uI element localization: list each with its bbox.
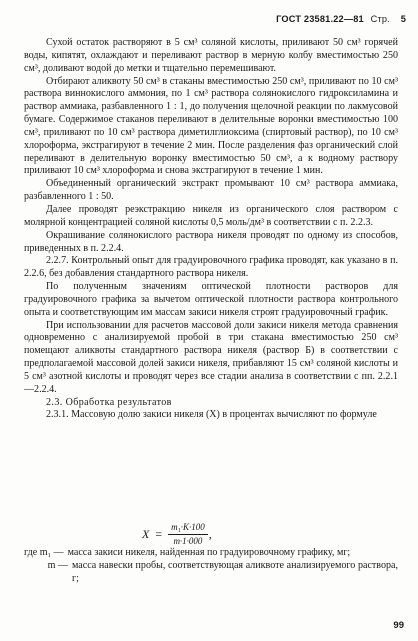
formula-numerator: m₁·K·100 bbox=[168, 522, 208, 535]
definition-text: масса навески пробы, соответствующая аликвоте анализируемого раствора, г; bbox=[72, 559, 398, 584]
page-label: Стр. bbox=[370, 14, 390, 24]
footer-page-number: 99 bbox=[393, 620, 404, 631]
paragraph: 2.3.1. Массовую долю закиси никеля (X) в процентах вычисляют по формуле bbox=[46, 409, 377, 421]
paragraph: Объединенный органический экстракт промывают 10 см³ раствора аммиака, разбавленного 1 : 50. bbox=[24, 178, 398, 203]
formula-fraction bbox=[168, 522, 208, 547]
definition-symbol: где m₁ — bbox=[24, 547, 64, 558]
definition-symbol: m — bbox=[47, 559, 68, 571]
paragraph: Отбирают аликвоту 50 см³ в стаканы вместимостью 250 см³, приливают по 10 см³ раствора виннокислого аммония, по 1 см³ раствора солянокислого гидроксиламина и раствор аммиака, разбавленного 1 : 1, до получения щелочной реакции по лакмусовой бумаге. Содержимое стаканов переливают в делительные воронки вместимостью 100 см³, приливают по 10 см³ раствора диметилглиоксима (спиртовый раствор), по 10 см³ хлороформа, экстрагируют в течение 2 мин. После разделения фаз органический слой переливают в делительную воронку вместимостью 50 см³, а к водному раствору приливают 10 см³ хлороформа и снова экстрагируют в течение 1 мин. bbox=[24, 75, 398, 177]
section-heading: 2.3. Обработка результатов bbox=[46, 396, 172, 408]
paragraph: 2.2.7. Контрольный опыт для градуировочного графика проводят, как указано в п. 2.2.6, без добавления стандартного раствора никеля. bbox=[24, 255, 398, 280]
definitions bbox=[24, 547, 398, 586]
standard-code: ГОСТ 23581.22—81 bbox=[276, 14, 364, 24]
definition-item bbox=[24, 560, 398, 586]
formula-equals: = bbox=[155, 527, 163, 541]
paragraph: При использовании для расчетов массовой доли закиси никеля метода сравнения одновременно с анализируемой пробой в три стакана вместимостью 250 см³ помещают аликвоты стандартного раствора никеля (раствор Б) в соответствии с предполагаемой массовой долей закиси никеля, прибавляют 15 см³ соляной кислоты и 5 см³ азотной кислоты и проводят через все стадии анализа в соответствии с пп. 2.2.1—2.2.4. bbox=[24, 319, 398, 395]
formula-comma: , bbox=[208, 527, 212, 541]
definition-item bbox=[24, 547, 398, 560]
formula-lhs: X bbox=[142, 527, 150, 541]
formula bbox=[142, 522, 212, 547]
paragraph: По полученным значениям оптической плотности растворов для градуировочного графика за вычетом оптической плотности раствора контрольного опыта и соответствующим им массам закиси никеля строят градуировочный график. bbox=[24, 281, 398, 318]
paragraph: Окрашивание солянокислого раствора никеля проводят по одному из способов, приведенных в п. 2.2.4. bbox=[24, 229, 398, 254]
definition-text: масса закиси никеля, найденная по градуировочному графику, мг; bbox=[67, 547, 351, 558]
body-text bbox=[24, 37, 398, 422]
paragraph: Сухой остаток растворяют в 5 см³ соляной кислоты, приливают 50 см³ горячей воды, кипятят, охлаждают и переливают раствор в мерную колбу вместимостью 250 см³, доливают водой до метки и тщательно перемешивают. bbox=[24, 37, 398, 74]
formula-denominator: m·1·000 bbox=[173, 536, 203, 546]
header-page-number: 5 bbox=[400, 14, 406, 24]
paragraph: Далее проводят реэкстракцию никеля из органического слоя раствором с молярной концентрацией соляной кислоты 0,5 моль/дм³ в соответствии с п. 2.2.3. bbox=[24, 203, 398, 228]
page-header bbox=[276, 14, 406, 24]
